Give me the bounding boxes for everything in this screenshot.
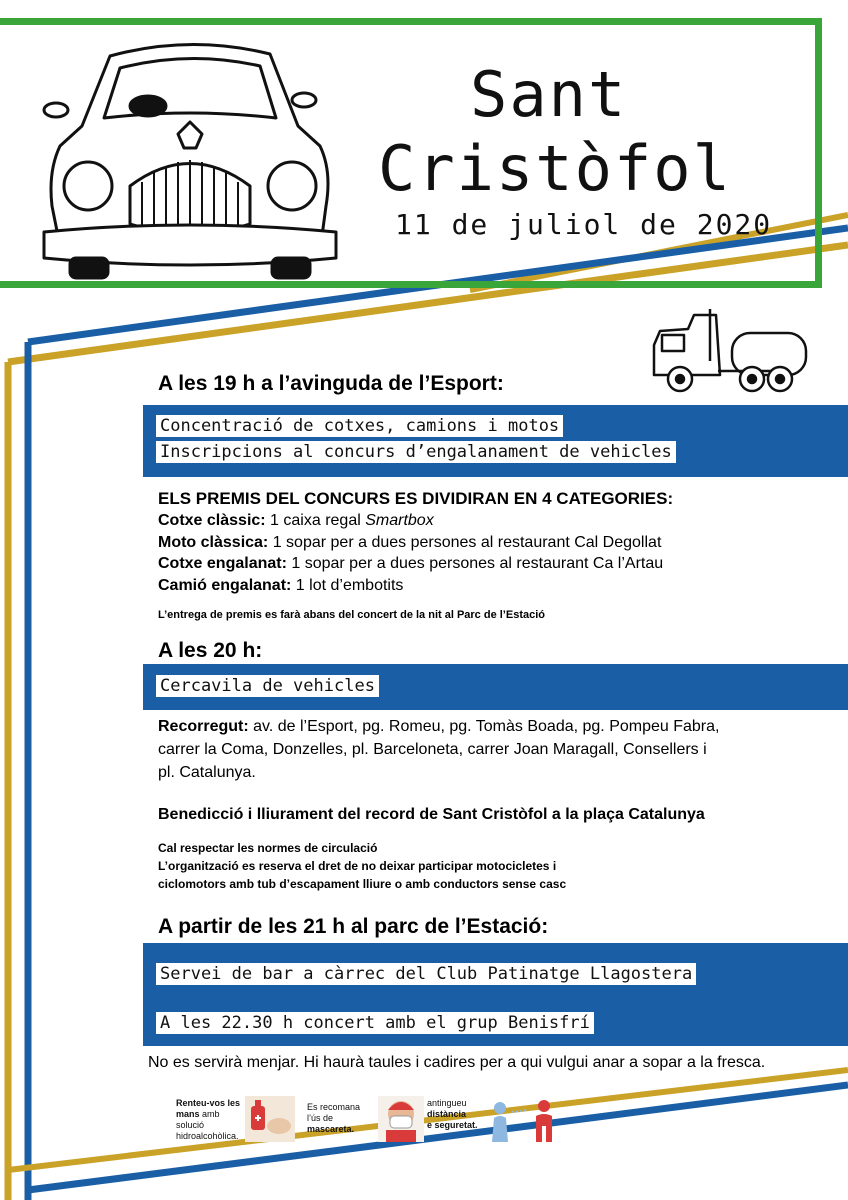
section3-heading: A partir de les 21 h al parc de l’Estació: xyxy=(158,915,549,938)
car-illustration xyxy=(40,36,340,281)
distance-icon xyxy=(486,1096,562,1144)
hygiene-handwash-label: Renteu-vos les mans amb solució hidroalcohòlica. xyxy=(176,1098,241,1141)
title-line2: Cristòfol xyxy=(378,132,732,205)
prize-classic-moto: Moto clàssica: 1 sopar per a dues persones al restaurant Cal Degollat xyxy=(158,534,662,551)
hygiene-distance-label: antingueu distància e seguretat. xyxy=(427,1098,478,1130)
handwash-icon xyxy=(245,1096,295,1142)
route-line2: carrer la Coma, Donzelles, pl. Barceloneta, carrer Joan Maragall, Consellers i xyxy=(158,741,707,758)
blessing-text: Benedicció i lliurament del record de Sant Cristòfol a la plaça Catalunya xyxy=(158,806,705,823)
event-date: 11 de juliol de 2020 xyxy=(395,208,773,241)
rule-line3: ciclomotors amb tub d’escapament lliure o amb conductors sense casc xyxy=(158,877,567,891)
band-line-parade: Cercavila de vehicles xyxy=(157,676,378,696)
truck-illustration xyxy=(650,305,810,400)
prize-decorated-truck: Camió engalanat: 1 lot d’embotits xyxy=(158,577,404,594)
mask-icon xyxy=(378,1096,424,1142)
hygiene-mask-label: Es recomana l’ús de mascareta. xyxy=(307,1102,361,1134)
title-line1: Sant xyxy=(470,58,628,131)
rule-line1: Cal respectar les normes de circulació xyxy=(158,841,378,855)
route-line1: Recorregut: av. de l’Esport, pg. Romeu, pg. Tomàs Boada, pg. Pompeu Fabra, xyxy=(158,718,720,735)
section2-heading: A les 20 h: xyxy=(158,639,263,662)
band-line-inscriptions: Inscripcions al concurs d’engalanament de vehicles xyxy=(157,442,675,462)
prize-decorated-car: Cotxe engalanat: 1 sopar per a dues persones al restaurant Ca l’Artau xyxy=(158,555,664,572)
rule-line2: L’organització es reserva el dret de no deixar participar motocicletes i xyxy=(158,859,557,873)
section1-heading: A les 19 h a l’avinguda de l’Esport: xyxy=(158,372,504,395)
prizes-heading: ELS PREMIS DEL CONCURS ES DIVIDIRAN EN 4 CATEGORIES: xyxy=(158,489,674,508)
band-line-bar-service: Servei de bar a càrrec del Club Patinatge Llagostera xyxy=(157,964,695,984)
prize-classic-car: Cotxe clàssic: 1 caixa regal Smartbox xyxy=(158,512,434,529)
prize-delivery-note: L’entrega de premis es farà abans del concert de la nit al Parc de l’Estació xyxy=(158,609,545,621)
band-line-concentration: Concentració de cotxes, camions i motos xyxy=(157,416,562,436)
band-line-concert: A les 22.30 h concert amb el grup Benisfrí xyxy=(157,1013,593,1033)
food-note: No es servirà menjar. Hi haurà taules i cadires per a qui vulgui anar a sopar a la fresca. xyxy=(148,1054,766,1071)
route-line3: pl. Catalunya. xyxy=(158,764,256,781)
